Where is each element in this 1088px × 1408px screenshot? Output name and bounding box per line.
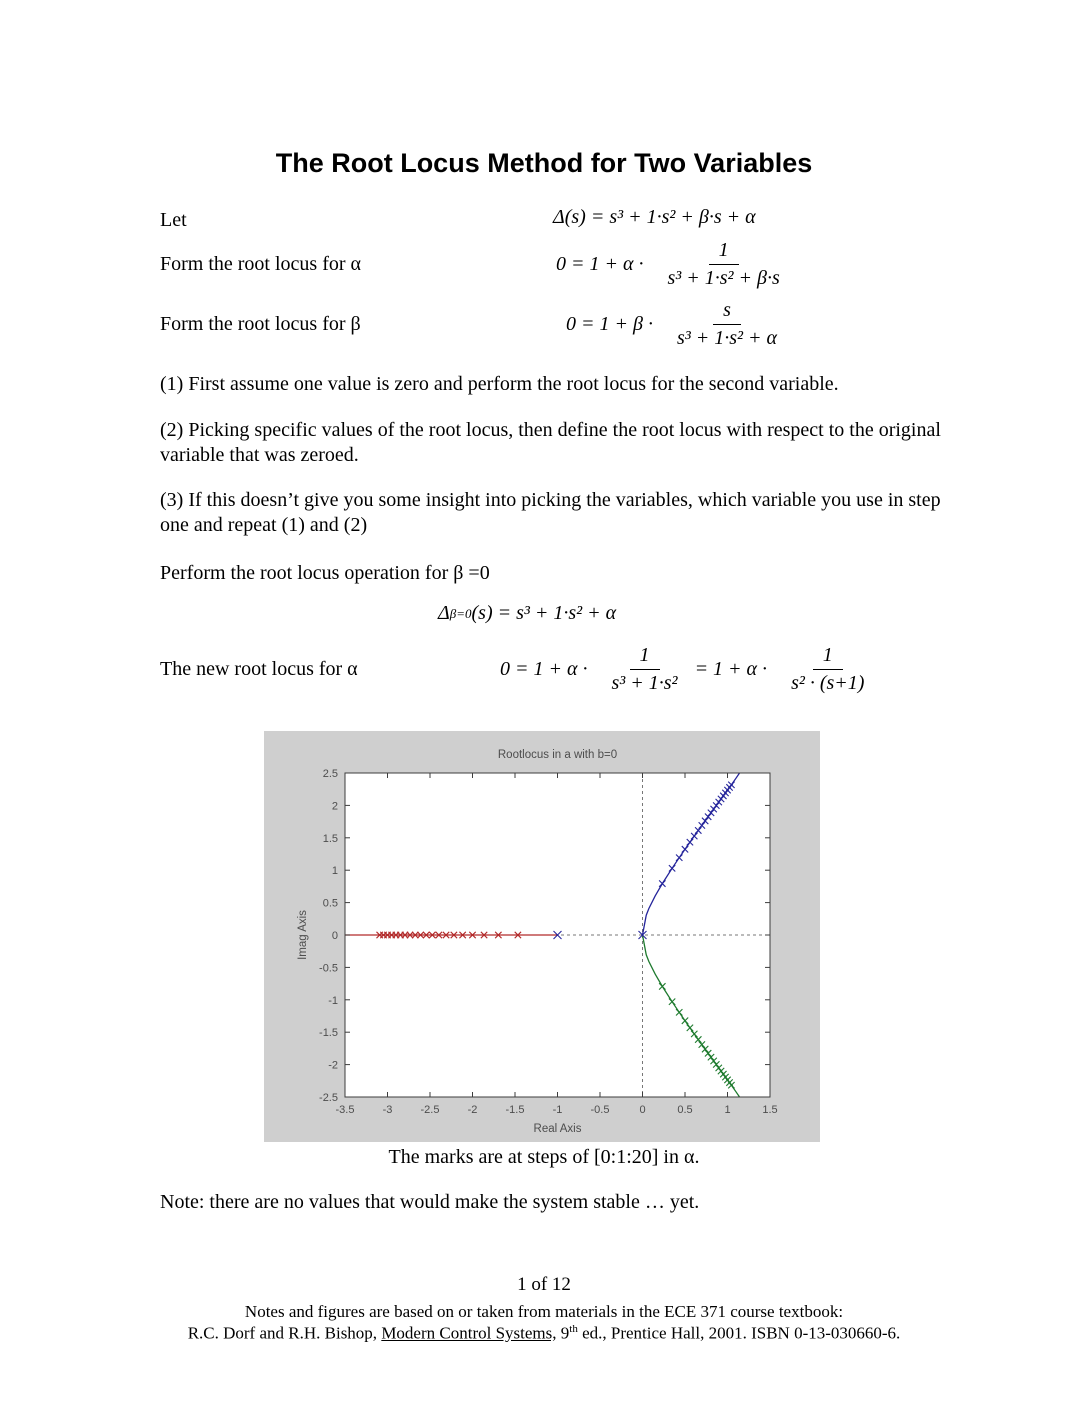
x-tick-label: 1.5 [762, 1104, 778, 1116]
citation-edition-suffix: th [569, 1323, 578, 1335]
x-tick-label: 0 [639, 1104, 646, 1116]
fraction-numerator: 1 [709, 239, 739, 265]
equation-beta-locus [566, 299, 794, 350]
fraction-denominator: s³ + 1·s² + β·s [667, 267, 780, 289]
fraction [658, 239, 790, 290]
y-tick-label: -2.5 [319, 1092, 338, 1104]
equation-new-locus [500, 644, 881, 695]
y-tick-label: 0 [331, 930, 338, 942]
footer-credit: Notes and figures are based on or taken from materials in the ECE 371 course textbook: [244, 1302, 844, 1321]
y-tick-label: 1.5 [322, 832, 338, 845]
eq-delta-tail: (s) = s³ + 1·s² + α [471, 602, 617, 624]
plot-title: Rootlocus in a with b=0 [497, 749, 618, 761]
label-form-beta: Form the root locus for β [160, 313, 361, 335]
figure-caption: The marks are at steps of [0:1:20] in α. [388, 1146, 700, 1168]
x-tick-label: -3.5 [335, 1104, 355, 1116]
fraction-numerator: 1 [630, 644, 660, 670]
eq-delta-subscript: β=0 [449, 605, 472, 621]
y-tick-label: 2.5 [322, 768, 338, 780]
note-text: Note: there are no values that would make the system stable … yet. [160, 1191, 700, 1213]
x-tick-label: -0.5 [590, 1104, 610, 1116]
x-tick-label: -1.5 [505, 1104, 525, 1116]
citation-authors: R.C. Dorf and R.H. Bishop, [187, 1323, 382, 1343]
x-tick-label: 0.5 [677, 1104, 693, 1116]
eq-text: Δ(s) = s³ + 1·s² + β·s + α [553, 206, 756, 228]
fraction-denominator: s² · (s+1) [791, 672, 865, 694]
y-tick-label: 0.5 [322, 897, 338, 910]
x-tick-label: -3 [382, 1104, 393, 1116]
fraction-numerator: s [713, 299, 741, 325]
eq-prefix: 0 = 1 + β · [566, 313, 653, 335]
fraction-denominator: s³ + 1·s² [611, 672, 678, 694]
fraction [602, 644, 688, 695]
y-tick-label: 1 [331, 865, 338, 878]
label-form-alpha: Form the root locus for α [160, 253, 362, 275]
rootlocus-plot [264, 731, 820, 1142]
footer-citation [0, 1323, 1088, 1344]
x-tick-label: -1 [552, 1104, 563, 1116]
label-new-locus: The new root locus for α [160, 658, 358, 680]
fraction [667, 299, 787, 350]
x-tick-label: 1 [724, 1104, 731, 1116]
paragraph-step3: (3) If this doesn’t give you some insight into picking the variables, which variable you use in step one and repeat (1) and (2) [160, 489, 941, 536]
page-title: The Root Locus Method for Two Variables [275, 148, 813, 178]
y-tick-label: -1.5 [319, 1027, 338, 1040]
x-tick-label: -2 [467, 1104, 478, 1116]
eq-prefix: 0 = 1 + α · [556, 253, 644, 275]
eq-prefix: 0 = 1 + α · [500, 658, 588, 680]
y-tick-label: -2 [328, 1059, 338, 1072]
citation-book-title: Modern Control Systems, [381, 1323, 557, 1343]
rootlocus-figure [264, 731, 820, 1142]
fraction [781, 644, 874, 695]
eq-middle: = 1 + α · [694, 658, 768, 680]
paragraph-perform: Perform the root locus operation for β =0 [160, 562, 490, 584]
y-tick-label: 2 [331, 800, 338, 813]
paragraph-step1: (1) First assume one value is zero and perform the root locus for the second variable. [160, 373, 839, 395]
fraction-denominator: s³ + 1·s² + α [676, 327, 778, 349]
fraction-numerator: 1 [813, 644, 843, 670]
eq-delta-head: Δ [438, 602, 450, 624]
y-tick-label: -0.5 [319, 962, 338, 975]
citation-publisher: ed., Prentice Hall, 2001. ISBN 0-13-030660-6. [577, 1323, 901, 1343]
paragraph-step2: (2) Picking specific values of the root locus, then define the root locus with respect to the original variable that was zeroed. [160, 419, 941, 466]
citation-edition-number: 9 [556, 1323, 570, 1343]
equation-characteristic [553, 206, 756, 229]
equation-alpha-locus [556, 239, 797, 290]
page-number: 1 of 12 [517, 1274, 571, 1295]
y-axis-label: Imag Axis [297, 910, 309, 960]
x-tick-label: -2.5 [420, 1104, 440, 1116]
y-tick-label: -1 [328, 994, 338, 1007]
label-let: Let [160, 209, 187, 231]
equation-delta-beta0 [438, 602, 616, 625]
x-axis-label: Real Axis [533, 1123, 582, 1135]
